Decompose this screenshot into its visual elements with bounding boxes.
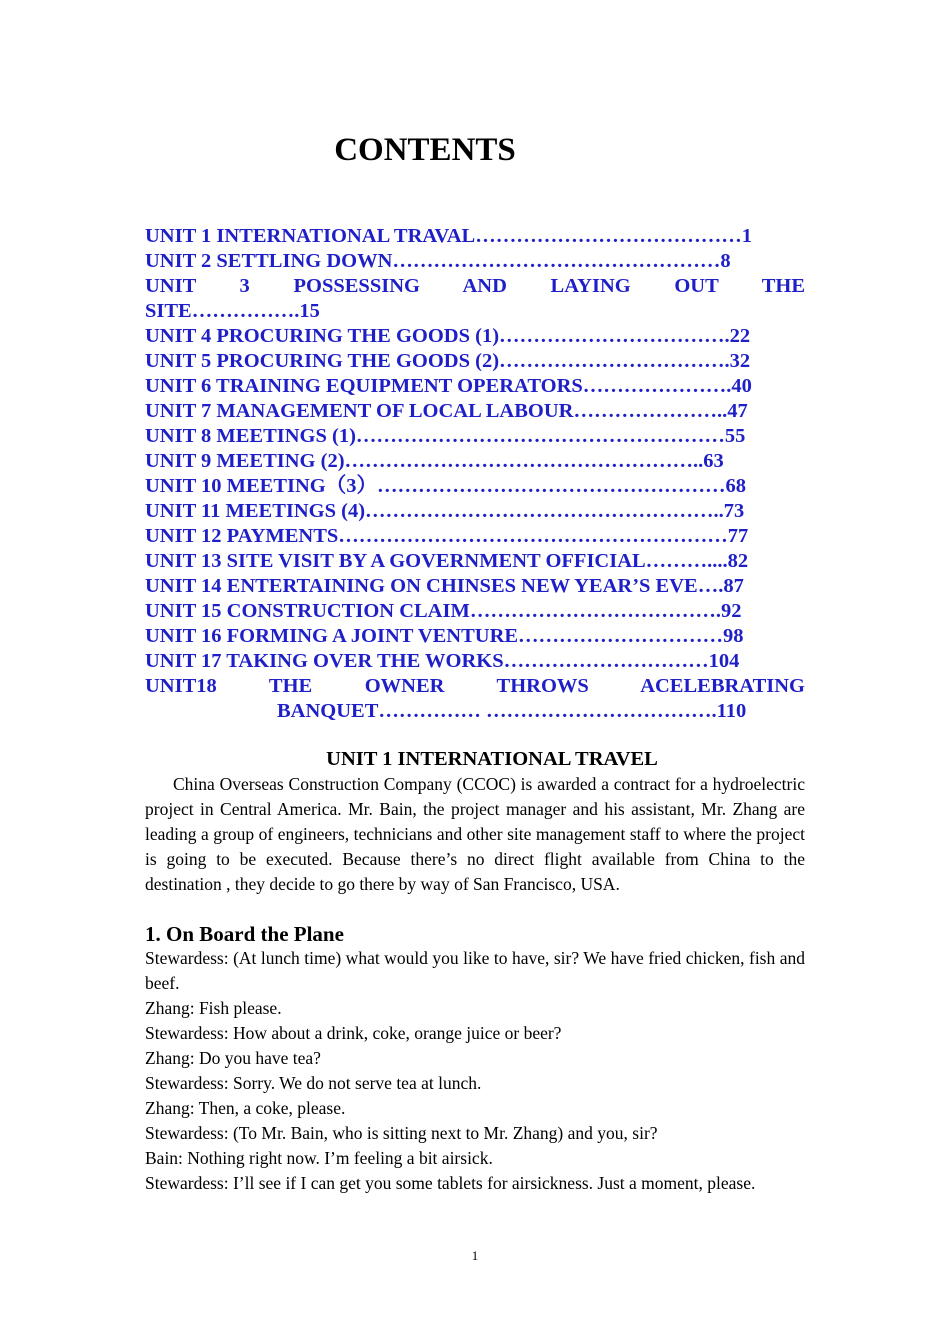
toc-entry-unit-1[interactable]: UNIT 1 INTERNATIONAL TRAVAL…………………………………1 xyxy=(145,225,752,247)
dialogue-line: Stewardess: I’ll see if I can get you some tablets for airsickness. Just a moment, please. xyxy=(145,1173,756,1193)
dialogue-line: Zhang: Then, a coke, please. xyxy=(145,1098,346,1118)
toc-entry-unit-4[interactable]: UNIT 4 PROCURING THE GOODS (1)…………………………….22 xyxy=(145,325,751,347)
toc-entry-unit-17[interactable]: UNIT 17 TAKING OVER THE WORKS…………………………104 xyxy=(145,650,740,672)
toc-entry-unit-5[interactable]: UNIT 5 PROCURING THE GOODS (2)…………………………….32 xyxy=(145,350,751,372)
toc-entry-unit-2[interactable]: UNIT 2 SETTLING DOWN…………………………………………8 xyxy=(145,250,731,272)
toc-entry-unit-3[interactable]: UNIT 3 POSSESSING AND LAYING OUT THE xyxy=(145,275,805,297)
toc-entry-unit-16[interactable]: UNIT 16 FORMING A JOINT VENTURE…………………………98 xyxy=(145,625,744,647)
toc-entry-unit-3-continued[interactable]: SITE…………….15 xyxy=(145,300,320,322)
unit-heading: UNIT 1 INTERNATIONAL TRAVEL xyxy=(326,748,658,770)
toc-entry-unit-12[interactable]: UNIT 12 PAYMENTS…………………………………………………77 xyxy=(145,525,749,547)
dialogue-line: Bain: Nothing right now. I’m feeling a bit airsick. xyxy=(145,1148,493,1168)
toc-entry-unit-10[interactable]: UNIT 10 MEETING（3）……………………………………………68 xyxy=(145,475,746,497)
dialogue-line: Stewardess: Sorry. We do not serve tea at lunch. xyxy=(145,1073,482,1093)
dialogue-list xyxy=(145,946,805,1196)
toc-entry-unit-13[interactable]: UNIT 13 SITE VISIT BY A GOVERNMENT OFFICIAL………....82 xyxy=(145,550,749,572)
dialogue-line: Stewardess: How about a drink, coke, orange juice or beer? xyxy=(145,1023,562,1043)
toc-entry-unit-15[interactable]: UNIT 15 CONSTRUCTION CLAIM……………………………….92 xyxy=(145,600,742,622)
toc-entry-unit-14[interactable]: UNIT 14 ENTERTAINING ON CHINSES NEW YEAR’S EVE….87 xyxy=(145,575,744,597)
dialogue-line: Zhang: Fish please. xyxy=(145,998,282,1018)
section-heading: 1. On Board the Plane xyxy=(145,922,344,946)
toc-entry-unit-9[interactable]: UNIT 9 MEETING (2)……………………………………………..63 xyxy=(145,450,724,472)
intro-paragraph: China Overseas Construction Company (CCOC) is awarded a contract for a hydroelectric project in Central America. Mr. Bain, the project manager and his assistant, Mr. Zhang are leading a group of engineers, technicians and other site management staff to where the project is going to be executed. Because there’s no direct flight available from China to the destination , they decide to go there by way of San Francisco, USA. xyxy=(145,774,805,894)
toc-entry-unit-11[interactable]: UNIT 11 MEETINGS (4)……………………………………………..73 xyxy=(145,500,745,522)
page-number: 1 xyxy=(471,1248,479,1263)
table-of-contents xyxy=(145,224,805,724)
toc-entry-unit-18[interactable]: UNIT18 THE OWNER THROWS ACELEBRATING xyxy=(145,675,805,697)
toc-entry-unit-18-continued[interactable]: BANQUET…………… …………………………….110 xyxy=(277,700,747,722)
dialogue-line: Stewardess: (At lunch time) what would you like to have, sir? We have fried chicken, fish and beef. xyxy=(145,948,805,993)
toc-entry-unit-6[interactable]: UNIT 6 TRAINING EQUIPMENT OPERATORS………………….40 xyxy=(145,375,752,397)
dialogue-line: Zhang: Do you have tea? xyxy=(145,1048,321,1068)
toc-entry-unit-8[interactable]: UNIT 8 MEETINGS (1)………………………………………………55 xyxy=(145,425,746,447)
dialogue-line: Stewardess: (To Mr. Bain, who is sitting next to Mr. Zhang) and you, sir? xyxy=(145,1123,658,1143)
toc-entry-unit-7[interactable]: UNIT 7 MANAGEMENT OF LOCAL LABOUR…………………..47 xyxy=(145,400,748,422)
contents-title: CONTENTS xyxy=(334,132,516,168)
